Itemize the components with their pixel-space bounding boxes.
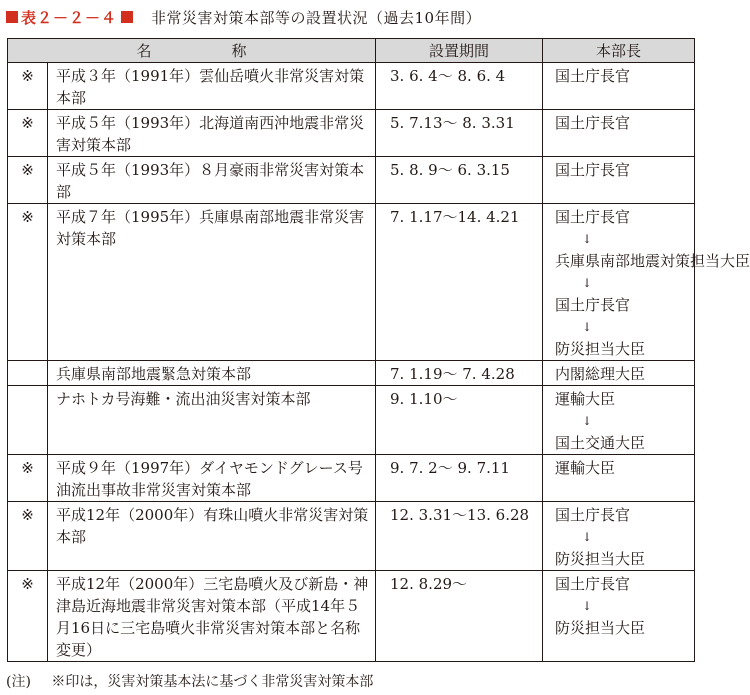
hq-name: ナホトカ号海難・流出油災害対策本部: [48, 386, 376, 455]
setup-period: 12. 3.31～13. 6.28: [376, 502, 543, 571]
emergency-mark: ※: [8, 571, 48, 662]
hq-chief-title: 内閣総理大臣: [555, 365, 646, 383]
hq-name: 平成５年（1993年）北海道南西沖地震非常災害対策本部: [48, 110, 376, 157]
table-row: [8, 110, 695, 157]
setup-period: 7. 1.17～14. 4.21: [376, 204, 543, 361]
table-row: [8, 157, 695, 204]
down-arrow-icon: ↓: [581, 414, 593, 428]
disaster-hq-table: [7, 38, 750, 662]
footnote-label: (注): [6, 674, 31, 690]
hq-chief-title: 国土庁長官: [555, 506, 631, 524]
table-caption: 非常災害対策本部等の設置状況（過去10年間）: [151, 8, 482, 27]
down-arrow-icon: ↓: [581, 599, 593, 613]
hq-chief: [543, 571, 695, 662]
header-period: 設置期間: [376, 39, 543, 63]
hq-chief: [543, 502, 695, 571]
emergency-mark: [8, 386, 48, 455]
table-number: 表２－２－４: [21, 8, 118, 27]
header-row: [8, 39, 695, 63]
hq-chief-title: 国土庁長官: [555, 67, 631, 85]
setup-period: 5. 7.13～ 8. 3.31: [376, 110, 543, 157]
table-row: [8, 361, 695, 386]
hq-chief-title: 防災担当大臣: [555, 550, 646, 568]
emergency-mark: ※: [8, 455, 48, 502]
footnote-text: ※印は，災害対策基本法に基づく非常災害対策本部: [51, 674, 374, 690]
hq-chief-title: 国土庁長官: [555, 575, 631, 593]
hq-chief: [543, 386, 695, 455]
table-row: [8, 204, 695, 361]
hq-chief-title: 国土庁長官: [555, 296, 631, 314]
hq-chief-title: 国土庁長官: [555, 208, 631, 226]
hq-chief: [543, 455, 695, 502]
table-row: [8, 502, 695, 571]
setup-period: 3. 6. 4～ 8. 6. 4: [376, 63, 543, 110]
hq-chief: [543, 63, 695, 110]
setup-period: 5. 8. 9～ 6. 3.15: [376, 157, 543, 204]
red-square-icon: [121, 11, 133, 23]
table-row: [8, 455, 695, 502]
down-arrow-icon: ↓: [581, 530, 593, 544]
hq-chief-title: 防災担当大臣: [555, 340, 646, 358]
hq-name: 平成７年（1995年）兵庫県南部地震非常災害対策本部: [48, 204, 376, 361]
down-arrow-icon: ↓: [581, 320, 593, 334]
table-title: [6, 4, 481, 30]
hq-chief: [543, 157, 695, 204]
header-name: 名称: [8, 39, 376, 63]
emergency-mark: ※: [8, 63, 48, 110]
table-row: [8, 386, 695, 455]
hq-chief-title: 防災担当大臣: [555, 619, 646, 637]
down-arrow-icon: ↓: [581, 232, 593, 246]
down-arrow-icon: ↓: [581, 276, 593, 290]
emergency-mark: ※: [8, 110, 48, 157]
setup-period: 9. 7. 2～ 9. 7.11: [376, 455, 543, 502]
setup-period: 12. 8.29～: [376, 571, 543, 662]
hq-chief-title: 運輸大臣: [555, 390, 616, 408]
hq-chief-title: 国土庁長官: [555, 161, 631, 179]
hq-name: 平成３年（1991年）雲仙岳噴火非常災害対策本部: [48, 63, 376, 110]
hq-name: 兵庫県南部地震緊急対策本部: [48, 361, 376, 386]
red-square-icon: [6, 11, 18, 23]
hq-chief: [543, 204, 750, 361]
emergency-mark: [8, 361, 48, 386]
hq-name: 平成12年（2000年）有珠山噴火非常災害対策本部: [48, 502, 376, 571]
hq-chief-title: 国土交通大臣: [555, 434, 646, 452]
setup-period: 7. 1.19～ 7. 4.28: [376, 361, 543, 386]
hq-name: 平成12年（2000年）三宅島噴火及び新島・神津島近海地震非常災害対策本部（平成14年５月16日に三宅島噴火非常災害対策本部と名称変更）: [48, 571, 376, 662]
table-row: [8, 571, 695, 662]
header-hq: 本部長: [543, 39, 695, 63]
hq-chief: [543, 110, 695, 157]
table-row: [8, 63, 695, 110]
hq-name: 平成５年（1993年）８月豪雨非常災害対策本部: [48, 157, 376, 204]
emergency-mark: ※: [8, 157, 48, 204]
hq-chief-title: 兵庫県南部地震対策担当大臣: [555, 252, 750, 270]
hq-name: 平成９年（1997年）ダイヤモンドグレース号油流出事故非常災害対策本部: [48, 455, 376, 502]
setup-period: 9. 1.10～: [376, 386, 543, 455]
hq-chief-title: 国土庁長官: [555, 114, 631, 132]
hq-chief-title: 運輸大臣: [555, 459, 616, 477]
hq-chief: [543, 361, 695, 386]
emergency-mark: ※: [8, 204, 48, 361]
emergency-mark: ※: [8, 502, 48, 571]
footnote: [6, 671, 373, 691]
